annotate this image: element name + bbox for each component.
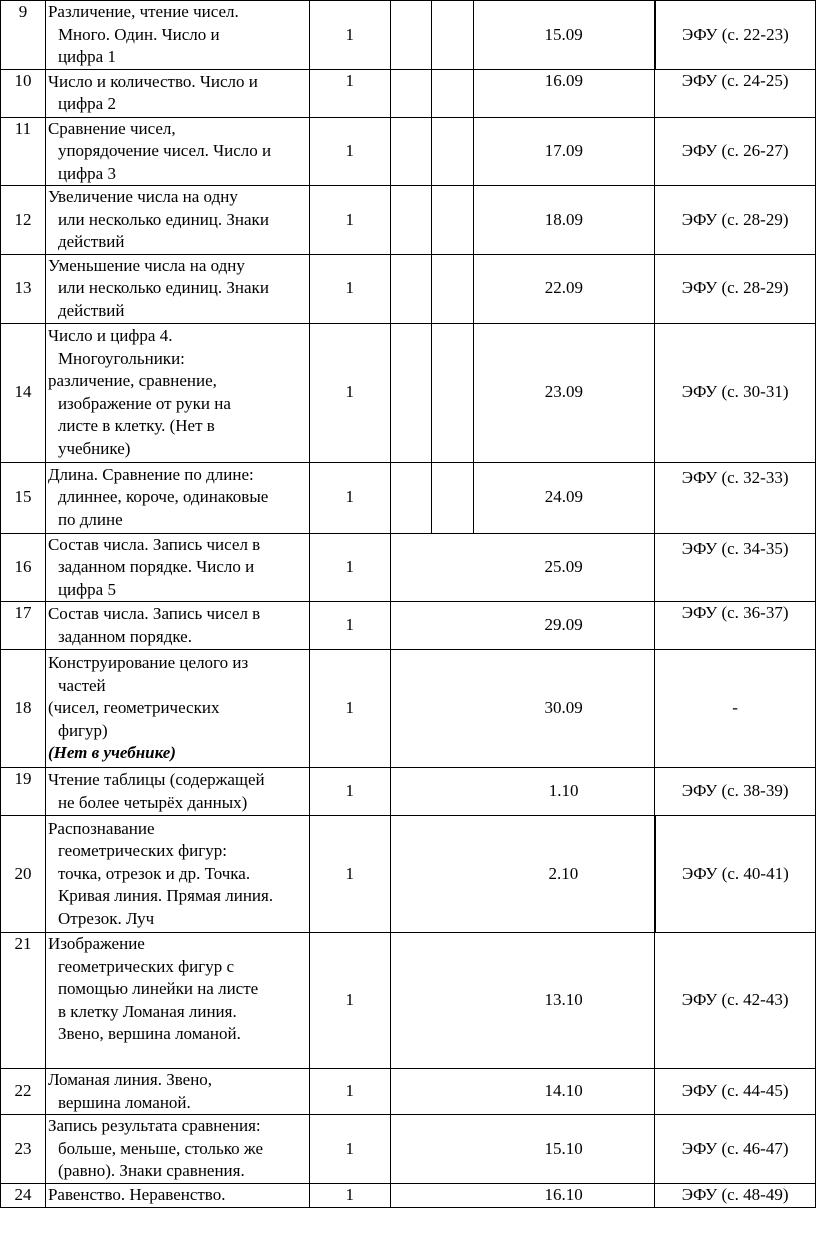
lesson-date: 24.09 bbox=[473, 462, 655, 533]
topic-line: заданном порядке. bbox=[57, 626, 192, 646]
lesson-topic bbox=[45, 933, 309, 1069]
empty-cell bbox=[431, 254, 473, 323]
empty-cell bbox=[390, 323, 431, 462]
empty-cell bbox=[431, 1115, 473, 1184]
topic-line: Состав числа. Запись чисел в bbox=[47, 534, 261, 554]
topic-line: геометрических фигур с bbox=[57, 956, 234, 976]
empty-cell bbox=[431, 602, 473, 650]
topic-line: (равно). Знаки сравнения. bbox=[57, 1161, 245, 1181]
lesson-resource: ЭФУ (с. 26-27) bbox=[655, 117, 816, 186]
lesson-hours: 1 bbox=[309, 933, 390, 1069]
empty-cell bbox=[390, 1, 431, 70]
lesson-hours: 1 bbox=[309, 650, 390, 768]
lesson-number: 12 bbox=[1, 186, 46, 255]
lesson-resource: ЭФУ (с. 38-39) bbox=[655, 768, 816, 816]
lesson-number: 17 bbox=[1, 602, 46, 650]
table-row bbox=[1, 1184, 816, 1208]
topic-line: больше, меньше, столько же bbox=[57, 1138, 263, 1158]
lesson-resource: ЭФУ (с. 34-35) bbox=[655, 533, 816, 602]
lesson-hours: 1 bbox=[309, 323, 390, 462]
topic-line: или несколько единиц. Знаки bbox=[57, 209, 269, 229]
topic-line: Звено, вершина ломаной. bbox=[57, 1024, 241, 1043]
lesson-hours: 1 bbox=[309, 117, 390, 186]
empty-cell bbox=[390, 1115, 431, 1184]
empty-cell bbox=[431, 1069, 473, 1115]
topic-line: цифра 5 bbox=[57, 579, 116, 599]
lesson-date: 30.09 bbox=[473, 650, 655, 768]
topic-line: Уменьшение числа на одну bbox=[47, 255, 245, 275]
topic-line: действий bbox=[57, 300, 125, 320]
topic-line: не более четырёх данных) bbox=[57, 792, 248, 812]
empty-cell bbox=[431, 650, 473, 768]
topic-line: Кривая линия. Прямая линия. bbox=[57, 886, 274, 906]
lesson-date: 29.09 bbox=[473, 602, 655, 650]
topic-line: вершина ломаной. bbox=[57, 1092, 191, 1112]
lesson-date: 15.09 bbox=[473, 1, 655, 70]
topic-line: Равенство. Неравенство. bbox=[47, 1185, 226, 1204]
topic-line: цифра 3 bbox=[57, 163, 116, 183]
table-row bbox=[1, 650, 816, 768]
topic-line: фигур) bbox=[57, 720, 108, 740]
topic-line: упорядочение чисел. Число и bbox=[57, 141, 272, 160]
lesson-date: 15.10 bbox=[473, 1115, 655, 1184]
topic-line: Изображение bbox=[47, 934, 145, 953]
empty-cell bbox=[390, 533, 431, 602]
topic-line: Отрезок. Луч bbox=[57, 908, 155, 928]
lesson-resource: ЭФУ (с. 36-37) bbox=[655, 602, 816, 650]
table-row bbox=[1, 117, 816, 186]
table-row bbox=[1, 1, 816, 70]
lesson-topic bbox=[45, 69, 309, 117]
lesson-number: 15 bbox=[1, 462, 46, 533]
topic-line: длиннее, короче, одинаковые bbox=[57, 487, 269, 507]
lesson-resource: ЭФУ (с. 24-25) bbox=[655, 69, 816, 117]
lesson-date: 13.10 bbox=[473, 933, 655, 1069]
topic-line: в клетку Ломаная линия. bbox=[57, 1001, 237, 1021]
topic-line: изображение от руки на bbox=[57, 393, 231, 413]
empty-cell bbox=[390, 1184, 431, 1208]
empty-cell bbox=[431, 117, 473, 186]
lesson-date: 25.09 bbox=[473, 533, 655, 602]
lesson-hours: 1 bbox=[309, 1184, 390, 1208]
lesson-number: 10 bbox=[1, 69, 46, 117]
lesson-hours: 1 bbox=[309, 768, 390, 816]
topic-line: (Нет в учебнике) bbox=[47, 743, 176, 763]
lesson-date: 18.09 bbox=[473, 186, 655, 255]
lesson-number: 22 bbox=[1, 1069, 46, 1115]
topic-line: точка, отрезок и др. Точка. bbox=[57, 863, 251, 883]
topic-line: по длине bbox=[57, 509, 123, 529]
lesson-resource: ЭФУ (с. 28-29) bbox=[655, 186, 816, 255]
table-row bbox=[1, 186, 816, 255]
lesson-hours: 1 bbox=[309, 1069, 390, 1115]
topic-line: геометрических фигур: bbox=[57, 841, 227, 861]
empty-cell bbox=[431, 323, 473, 462]
lesson-topic bbox=[45, 602, 309, 650]
empty-cell bbox=[390, 254, 431, 323]
topic-line: заданном порядке. Число и bbox=[57, 557, 255, 576]
topic-line: Число и цифра 4. bbox=[47, 326, 173, 345]
table-row bbox=[1, 462, 816, 533]
lesson-resource: ЭФУ (с. 32-33) bbox=[655, 462, 816, 533]
lesson-topic bbox=[45, 1115, 309, 1184]
table-row bbox=[1, 254, 816, 323]
lesson-resource: ЭФУ (с. 22-23) bbox=[655, 1, 816, 70]
empty-cell bbox=[390, 816, 431, 933]
empty-cell bbox=[390, 186, 431, 255]
lesson-hours: 1 bbox=[309, 186, 390, 255]
lesson-topic bbox=[45, 254, 309, 323]
lesson-hours: 1 bbox=[309, 1115, 390, 1184]
topic-line: Распознавание bbox=[47, 818, 155, 838]
topic-line: Различение, чтение чисел. bbox=[47, 2, 239, 21]
empty-cell bbox=[431, 816, 473, 933]
lesson-topic bbox=[45, 323, 309, 462]
lesson-resource: ЭФУ (с. 28-29) bbox=[655, 254, 816, 323]
empty-cell bbox=[390, 117, 431, 186]
lesson-number: 23 bbox=[1, 1115, 46, 1184]
table-row bbox=[1, 768, 816, 816]
table-row bbox=[1, 602, 816, 650]
empty-cell bbox=[390, 602, 431, 650]
lesson-topic bbox=[45, 533, 309, 602]
topic-line: цифра 2 bbox=[57, 94, 116, 113]
empty-cell bbox=[431, 533, 473, 602]
lesson-date: 23.09 bbox=[473, 323, 655, 462]
lesson-number: 11 bbox=[1, 117, 46, 186]
lesson-number: 20 bbox=[1, 816, 46, 933]
lesson-topic bbox=[45, 768, 309, 816]
lesson-resource: ЭФУ (с. 40-41) bbox=[655, 816, 816, 933]
lesson-resource: ЭФУ (с. 30-31) bbox=[655, 323, 816, 462]
topic-line: действий bbox=[57, 232, 125, 251]
table-row bbox=[1, 933, 816, 1069]
topic-line: Ломаная линия. Звено, bbox=[47, 1070, 213, 1089]
topic-line: листе в клетку. (Нет в bbox=[57, 416, 215, 435]
topic-line: Конструирование целого из bbox=[47, 653, 249, 673]
topic-line: Запись результата сравнения: bbox=[47, 1116, 261, 1136]
table-row bbox=[1, 69, 816, 117]
table-row bbox=[1, 533, 816, 602]
lesson-topic bbox=[45, 117, 309, 186]
lesson-hours: 1 bbox=[309, 254, 390, 323]
topic-line: (чисел, геометрических bbox=[47, 698, 220, 718]
topic-line: Чтение таблицы (содержащей bbox=[47, 770, 265, 789]
table-row bbox=[1, 1069, 816, 1115]
empty-cell bbox=[431, 462, 473, 533]
empty-cell bbox=[431, 1184, 473, 1208]
lesson-number: 24 bbox=[1, 1184, 46, 1208]
topic-line: помощью линейки на листе bbox=[57, 979, 259, 998]
topic-line: частей bbox=[57, 675, 106, 695]
empty-cell bbox=[390, 69, 431, 117]
lesson-topic bbox=[45, 816, 309, 933]
topic-line: или несколько единиц. Знаки bbox=[57, 278, 269, 298]
empty-cell bbox=[390, 933, 431, 1069]
lesson-topic bbox=[45, 1184, 309, 1208]
lesson-number: 13 bbox=[1, 254, 46, 323]
topic-line: различение, сравнение, bbox=[47, 371, 217, 390]
lesson-number: 14 bbox=[1, 323, 46, 462]
lesson-hours: 1 bbox=[309, 462, 390, 533]
lesson-resource: ЭФУ (с. 44-45) bbox=[655, 1069, 816, 1115]
empty-cell bbox=[390, 768, 431, 816]
topic-line: Многоугольники: bbox=[57, 348, 185, 368]
lesson-number: 21 bbox=[1, 933, 46, 1069]
table-row bbox=[1, 323, 816, 462]
lesson-date: 16.09 bbox=[473, 69, 655, 117]
lesson-date: 2.10 bbox=[473, 816, 655, 933]
lesson-hours: 1 bbox=[309, 69, 390, 117]
lesson-hours: 1 bbox=[309, 602, 390, 650]
empty-cell bbox=[390, 1069, 431, 1115]
lesson-topic bbox=[45, 186, 309, 255]
topic-line: Увеличение числа на одну bbox=[47, 187, 238, 206]
table-row bbox=[1, 816, 816, 933]
lesson-topic bbox=[45, 462, 309, 533]
lesson-resource: ЭФУ (с. 42-43) bbox=[655, 933, 816, 1069]
table-row bbox=[1, 1115, 816, 1184]
lesson-topic bbox=[45, 1, 309, 70]
lesson-number: 16 bbox=[1, 533, 46, 602]
lesson-date: 16.10 bbox=[473, 1184, 655, 1208]
lesson-hours: 1 bbox=[309, 1, 390, 70]
empty-cell bbox=[431, 933, 473, 1069]
topic-line: Состав числа. Запись чисел в bbox=[47, 604, 261, 623]
empty-cell bbox=[431, 768, 473, 816]
lesson-resource: ЭФУ (с. 46-47) bbox=[655, 1115, 816, 1184]
lesson-topic bbox=[45, 1069, 309, 1115]
lesson-resource: ЭФУ (с. 48-49) bbox=[655, 1184, 816, 1208]
lesson-date: 1.10 bbox=[473, 768, 655, 816]
empty-cell bbox=[431, 186, 473, 255]
lesson-number: 19 bbox=[1, 768, 46, 816]
empty-cell bbox=[431, 69, 473, 117]
lesson-date: 22.09 bbox=[473, 254, 655, 323]
topic-line: Много. Один. Число и bbox=[57, 24, 220, 44]
lesson-hours: 1 bbox=[309, 533, 390, 602]
lesson-resource: - bbox=[655, 650, 816, 768]
topic-line: Сравнение чисел, bbox=[47, 118, 176, 138]
lesson-number: 18 bbox=[1, 650, 46, 768]
lesson-date: 14.10 bbox=[473, 1069, 655, 1115]
lesson-date: 17.09 bbox=[473, 117, 655, 186]
empty-cell bbox=[390, 650, 431, 768]
empty-cell bbox=[390, 462, 431, 533]
lesson-number: 9 bbox=[1, 1, 46, 70]
lesson-topic bbox=[45, 650, 309, 768]
lesson-hours: 1 bbox=[309, 816, 390, 933]
topic-line: Длина. Сравнение по длине: bbox=[47, 464, 254, 484]
topic-line: учебнике) bbox=[57, 438, 131, 458]
topic-line: цифра 1 bbox=[57, 47, 116, 66]
topic-line: Число и количество. Число и bbox=[47, 71, 258, 91]
empty-cell bbox=[431, 1, 473, 70]
